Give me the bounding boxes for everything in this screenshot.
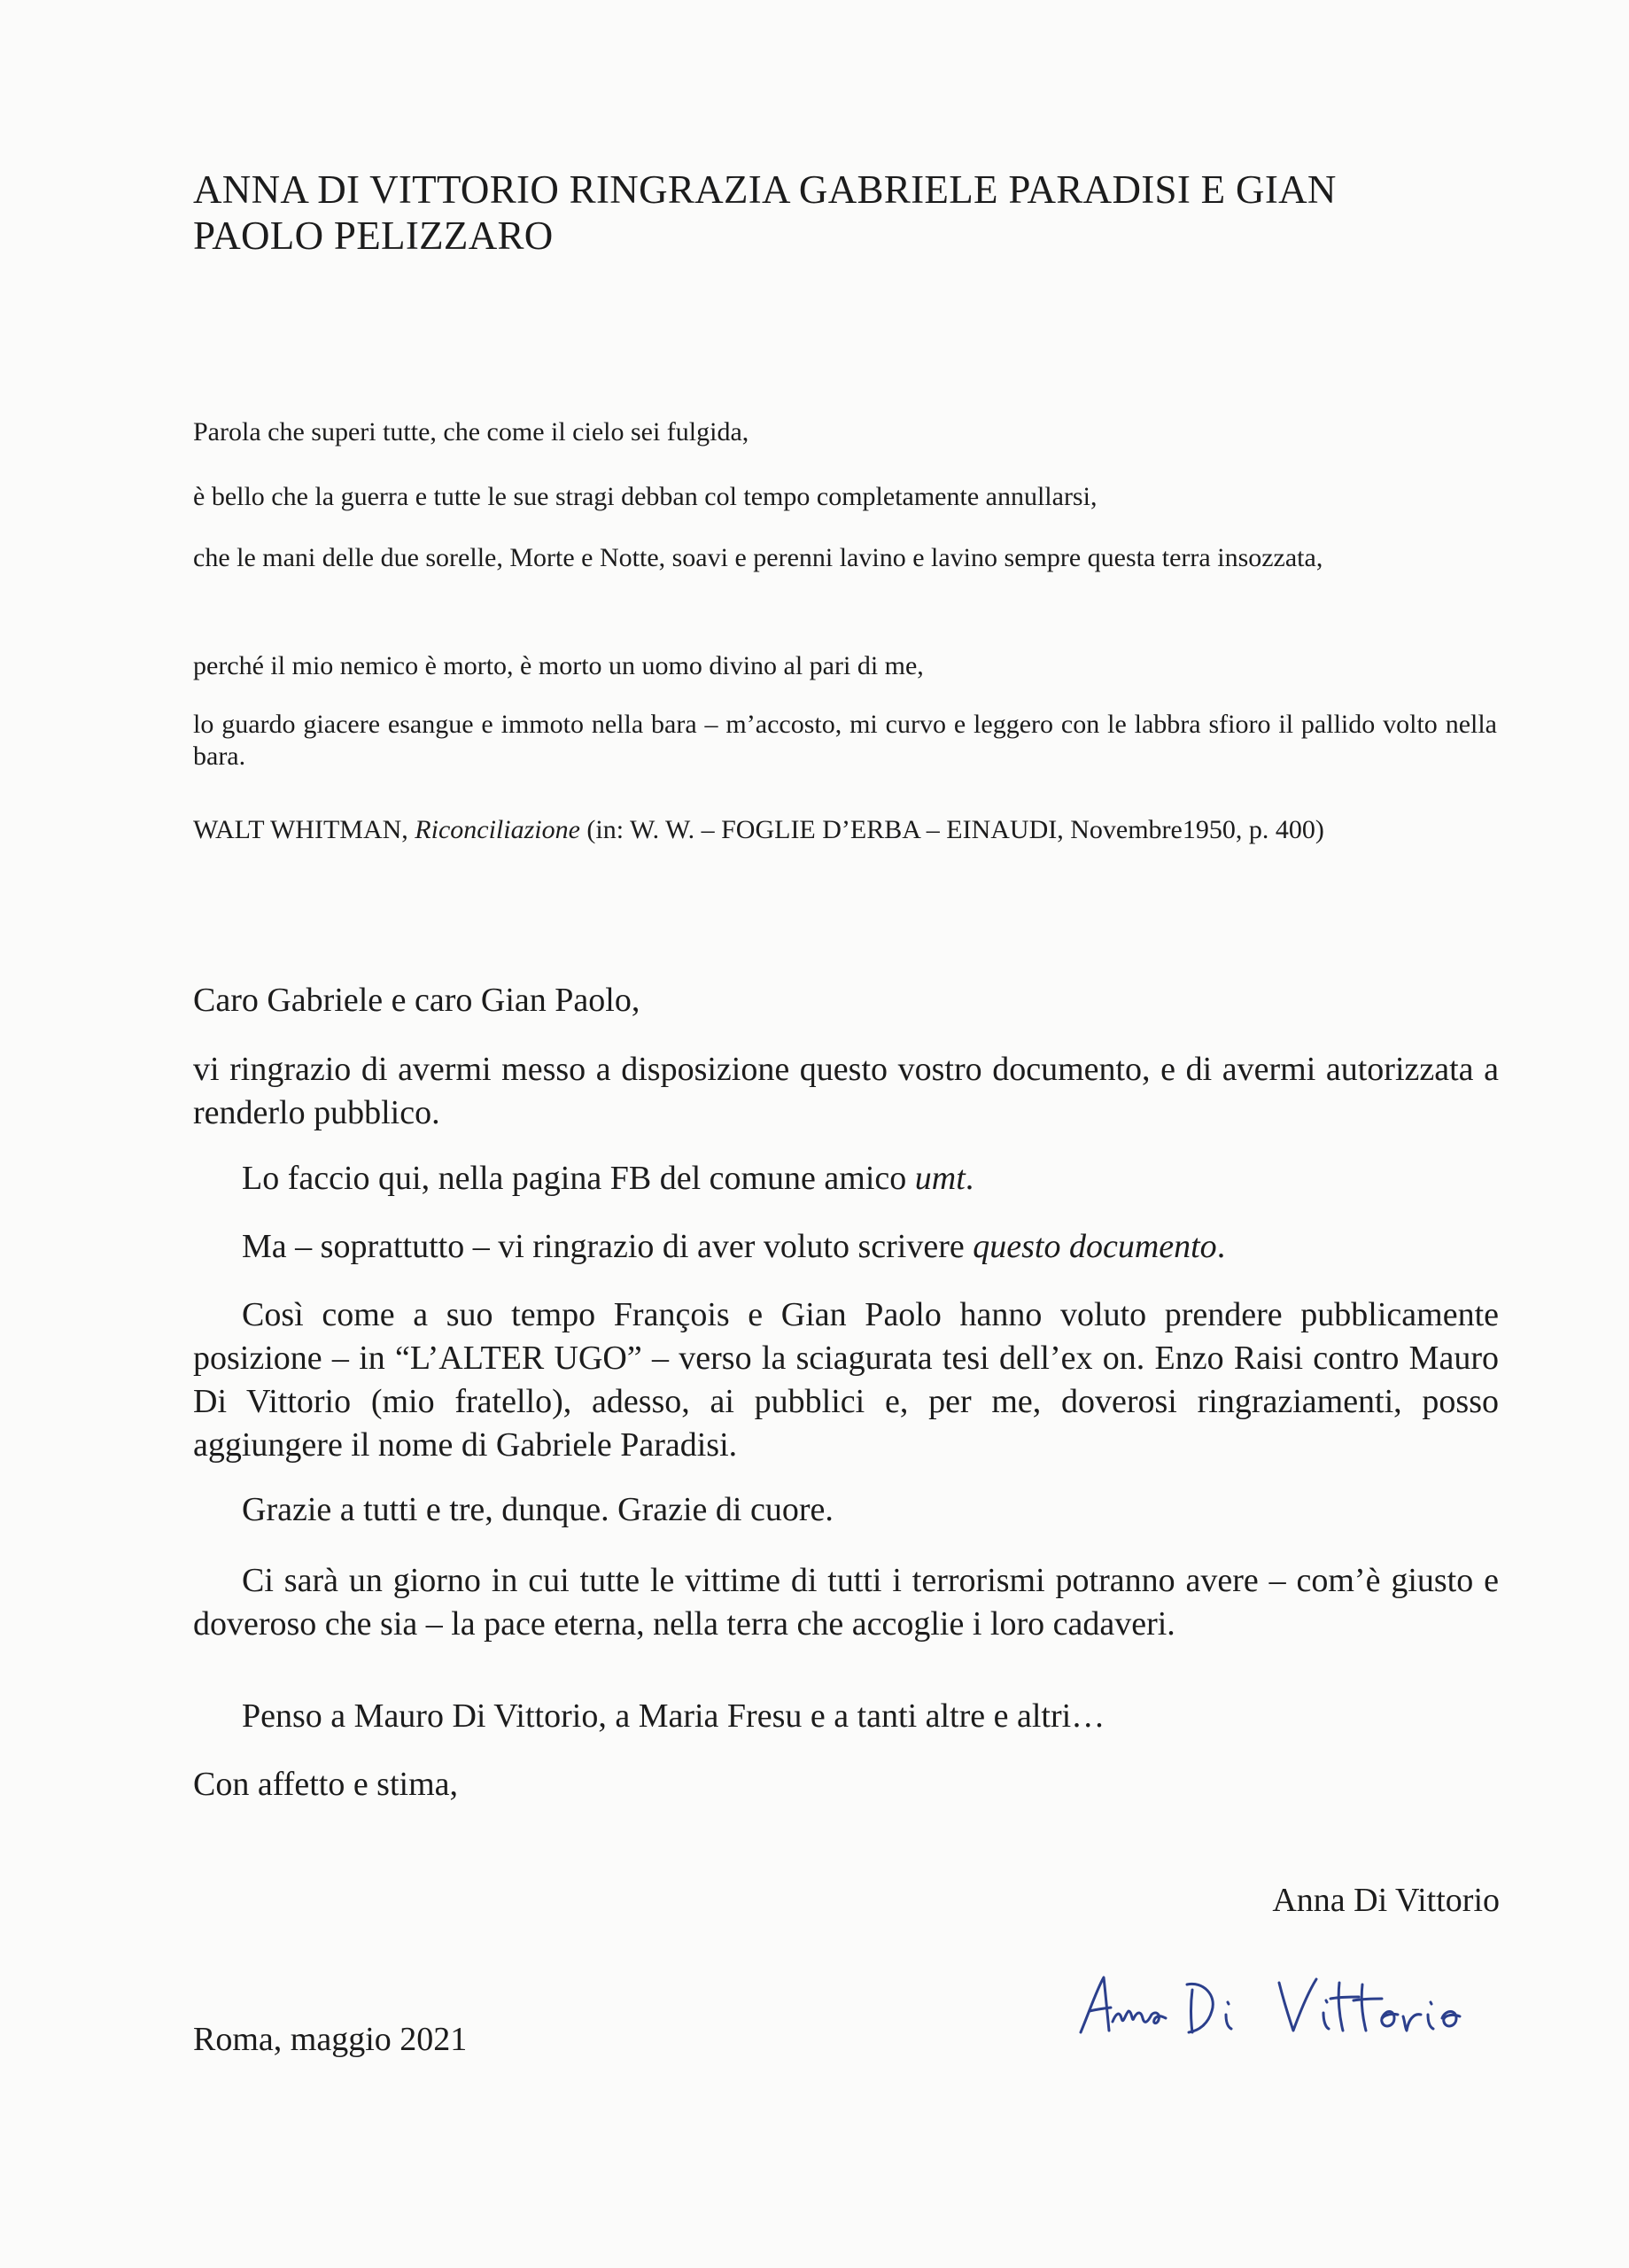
title-line-1: ANNA DI VITTORIO RINGRAZIA GABRIELE PARADISI E GIAN	[193, 167, 1337, 212]
emphasis-text: questo documento	[973, 1228, 1217, 1265]
letter-paragraph: Grazie a tutti e tre, dunque. Grazie di cuore.	[242, 1491, 834, 1528]
paragraph-end: .	[965, 1160, 974, 1197]
paragraph-text: Lo faccio qui, nella pagina FB del comune amico	[242, 1160, 915, 1197]
citation-work: Riconciliazione	[415, 815, 580, 844]
poem-line: Parola che superi tutte, che come il cielo sei fulgida,	[193, 417, 749, 447]
letter-paragraph: Così come a suo tempo François e Gian Paolo hanno voluto prendere pubblicamente posizione – in “L’ALTER UGO” – verso la sciagurata tesi dell’ex on. Enzo Raisi contro Mauro Di Vittorio (mio fratello), adesso, ai pubblici e, per me, doverosi ringraziamenti, posso aggiungere il nome di Gabriele Paradisi.	[193, 1296, 1499, 1464]
paragraph-text: Ma – soprattutto – vi ringrazio di aver voluto scrivere	[242, 1228, 974, 1265]
poem-line: che le mani delle due sorelle, Morte e Notte, soavi e perenni lavino e lavino sempre questa terra insozzata,	[193, 543, 1323, 572]
poem-line: è bello che la guerra e tutte le sue stragi debban col tempo completamente annullarsi,	[193, 482, 1098, 511]
emphasis-text: umt	[914, 1160, 966, 1197]
place-and-date: Roma, maggio 2021	[193, 2021, 468, 2058]
citation-author: WALT WHITMAN,	[193, 815, 408, 844]
signer-name: Anna Di Vittorio	[1272, 1882, 1500, 1919]
poem-line: perché il mio nemico è morto, è morto un uomo divino al pari di me,	[193, 651, 924, 680]
letter-paragraph	[193, 1225, 1499, 1269]
document-title	[193, 167, 1469, 259]
letter-closing: Con affetto e stima,	[193, 1766, 459, 1803]
letter-paragraph: Ci sarà un giorno in cui tutte le vittime di tutti i terrorismi potranno avere – com’è giusto e doveroso che sia – la pace eterna, nella terra che accoglie i loro cadaveri.	[193, 1562, 1499, 1643]
letter-paragraph	[193, 1157, 1499, 1200]
poem-citation	[193, 812, 1497, 848]
paragraph-end: .	[1216, 1228, 1226, 1265]
handwritten-signature	[1070, 1960, 1513, 2048]
poem-line: lo guardo giacere esangue e immoto nella bara – m’accosto, mi curvo e leggero con le labbra sfioro il pallido volto nella bara.	[193, 710, 1497, 771]
letter-paragraph: vi ringrazio di avermi messo a disposizione questo vostro documento, e di avermi autorizzata a renderlo pubblico.	[193, 1051, 1499, 1131]
citation-source: (in: W. W. – FOGLIE D’ERBA – EINAUDI, Novembre1950, p. 400)	[586, 815, 1324, 844]
letter-salutation: Caro Gabriele e caro Gian Paolo,	[193, 982, 640, 1019]
letter-paragraph: Penso a Mauro Di Vittorio, a Maria Fresu e a tanti altre e altri…	[242, 1697, 1105, 1735]
title-line-2: PAOLO PELIZZARO	[193, 214, 554, 258]
